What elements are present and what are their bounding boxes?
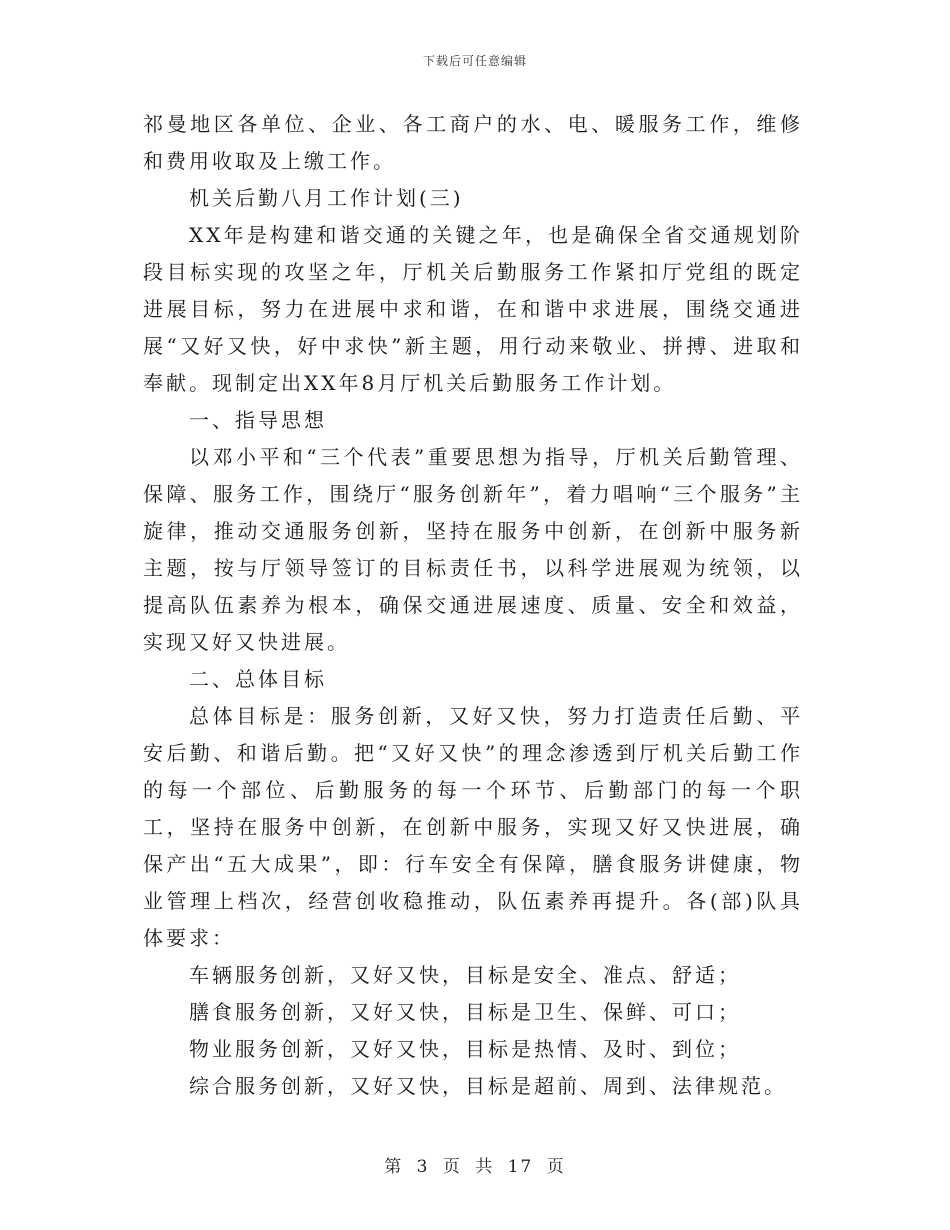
section-heading: 二、总体目标 <box>189 667 327 691</box>
paragraph: XX年是构建和谐交通的关键之年，也是确保全省交通规划阶段目标实现的攻坚之年，厅机关后勤服务工作紧扣厅党组的既定进展目标，努力在进展中求和谐，在和谐中求进展，围绕交通进展“又好又快，好中求快”新主题，用行动来敬业、拼搏、进取和奉献。现制定出XX年8月厅机关后勤服务工作计划。 <box>143 223 803 395</box>
page-footer: 第 3 页 共 17 页 <box>384 1157 566 1177</box>
paragraph: 以邓小平和“三个代表”重要思想为指导，厅机关后勤管理、保障、服务工作，围绕厅“服务创新年”，着力唱响“三个服务”主旋律，推动交通服务创新，坚持在服务中创新，在创新中服务新主题，按与厅领导签订的目标责任书，以科学进展观为统领，以提高队伍素养为根本，确保交通进展速度、质量、安全和效益，实现又好又快进展。 <box>143 445 803 654</box>
page-header: 下载后可任意编辑 <box>422 54 527 68</box>
document-body <box>143 106 803 1105</box>
paragraph: 祁曼地区各单位、企业、各工商户的水、电、暖服务工作，维修和费用收取及上缴工作。 <box>143 112 803 173</box>
list-item: 综合服务创新，又好又快，目标是超前、周到、法律规范。 <box>189 1074 787 1098</box>
section-heading: 一、指导思想 <box>189 408 327 432</box>
list-item: 物业服务创新，又好又快，目标是热情、及时、到位； <box>189 1037 741 1061</box>
list-item: 膳食服务创新，又好又快，目标是卫生、保鲜、可口； <box>189 1000 741 1024</box>
paragraph: 总体目标是：服务创新，又好又快，努力打造责任后勤、平安后勤、和谐后勤。把“又好又快”的理念渗透到厅机关后勤工作的每一个部位、后勤服务的每一个环节、后勤部门的每一个职工，坚持在服务中创新，在创新中服务，实现又好又快进展，确保产出“五大成果”，即：行车安全有保障，膳食服务讲健康，物业管理上档次，经营创收稳推动，队伍素养再提升。各(部)队具体要求： <box>143 704 803 950</box>
section-title: 机关后勤八月工作计划(三) <box>189 186 464 210</box>
list-item: 车辆服务创新，又好又快，目标是安全、准点、舒适； <box>189 963 741 987</box>
